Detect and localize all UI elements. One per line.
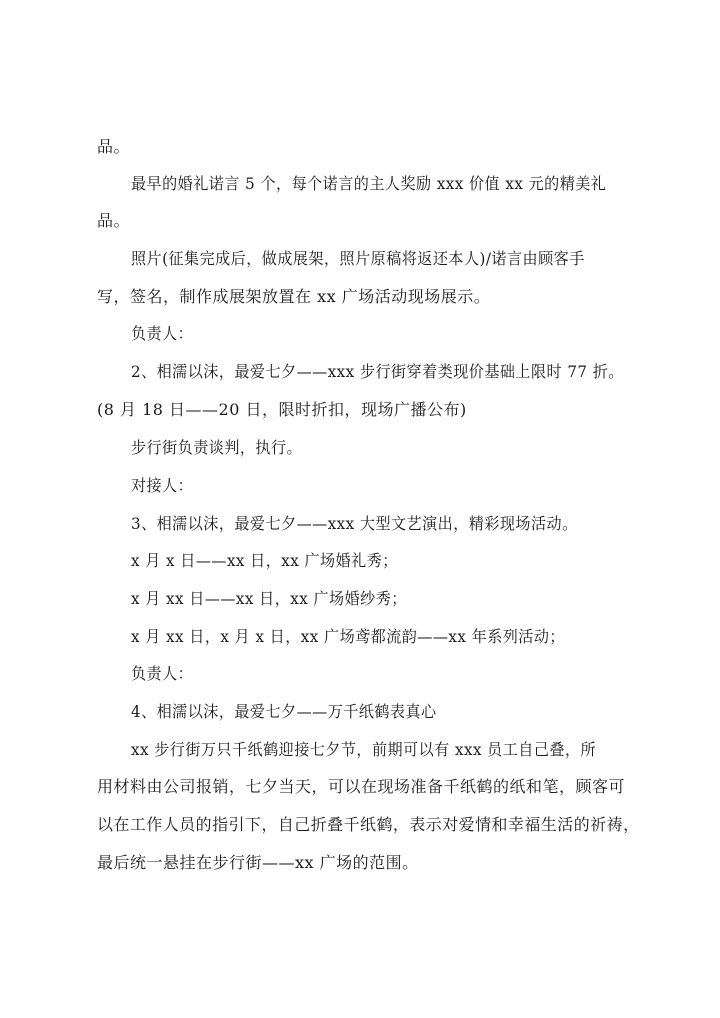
text-line: 3、相濡以沫，最爱七夕——xxx 大型文艺演出，精彩现场活动。 (131, 514, 578, 533)
text-line: x 月 xx 日——xx 日，xx 广场婚纱秀； (131, 589, 407, 608)
text-line: 用材料由公司报销，七夕当天，可以在现场准备千纸鹤的纸和笔，顾客可 (97, 777, 626, 796)
text-line: xx 步行街万只千纸鹤迎接七夕节，前期可以有 xxx 员工自己叠，所 (131, 740, 597, 759)
text-line: 对接人： (131, 476, 194, 495)
text-line: 2、相濡以沫，最爱七夕——xxx 步行街穿着类现价基础上限时 77 折。 (131, 362, 624, 381)
text-line: 品。 (97, 137, 131, 156)
text-line: 负责人： (131, 324, 194, 343)
text-line: 品。 (97, 211, 131, 230)
text-line: 照片(征集完成后，做成展架，照片原稿将返还本人)/诺言由顾客手 (131, 249, 585, 268)
text-line: 写，签名，制作成展架放置在 xx 广场活动现场展示。 (97, 287, 491, 306)
text-line: 最后统一悬挂在步行街——xx 广场的范围。 (97, 853, 419, 872)
text-line: 最早的婚礼诺言 5 个，每个诺言的主人奖励 xxx 价值 xx 元的精美礼 (131, 174, 607, 193)
text-line: 以在工作人员的指引下，自己折叠千纸鹤，表示对爱情和幸福生活的祈祷， (97, 815, 640, 834)
text-line: 负责人： (131, 664, 194, 683)
text-line: 4、相濡以沫，最爱七夕——万千纸鹤表真心 (131, 702, 437, 721)
text-line: x 月 xx 日，x 月 x 日，xx 广场鸢都流韵——xx 年系列活动； (131, 627, 565, 646)
text-line: x 月 x 日——xx 日，xx 广场婚礼秀； (131, 551, 398, 570)
text-line: 步行街负责谈判，执行。 (131, 438, 303, 457)
text-line: (8 月 18 日——20 日，限时折扣，现场广播公布) (97, 400, 467, 419)
